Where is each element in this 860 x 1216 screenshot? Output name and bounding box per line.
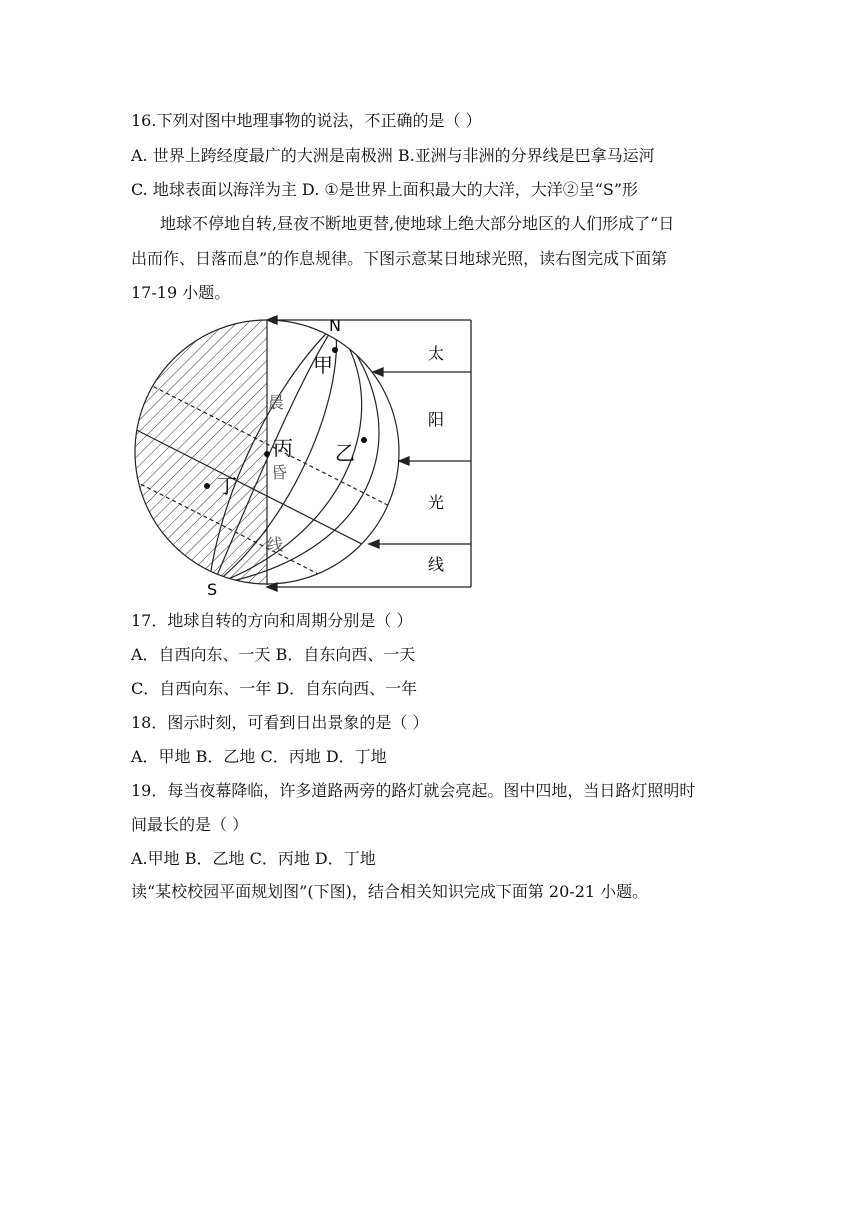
- place-ding-label: 丁: [217, 474, 237, 498]
- q19-stem-2: 间最长的是（ ）: [131, 815, 249, 834]
- q18-stem: 18．图示时刻，可看到日出景象的是（ ）: [131, 713, 429, 732]
- point-yi: [361, 437, 367, 443]
- outro-line: 读“某校校园平面规划图”(下图)，结合相关知识完成下面第 20-21 小题。: [131, 882, 649, 901]
- point-bing: [264, 451, 270, 457]
- intro-line-1: 地球不停地自转,昼夜不断地更替,使地球上绝大部分地区的人们形成了“日: [160, 214, 675, 233]
- place-bing-label: 丙: [273, 436, 293, 460]
- sunlight-label-1: 太: [428, 344, 445, 363]
- south-label: S: [207, 580, 218, 599]
- q18-options: A．甲地 B．乙地 C．丙地 D．丁地: [131, 747, 387, 766]
- q17-stem: 17．地球自转的方向和周期分别是（ ）: [131, 611, 413, 630]
- earth-illumination-diagram: [131, 315, 476, 600]
- place-yi-label: 乙: [335, 441, 355, 465]
- terminator-xian-label: 线: [267, 535, 284, 554]
- sunlight-label-2: 阳: [428, 410, 445, 429]
- q19-options: A.甲地 B．乙地 C．丙地 D．丁地: [131, 849, 376, 868]
- point-ding: [204, 483, 210, 489]
- q16-options-ab: A. 世界上跨经度最广的大洲是南极洲 B.亚洲与非洲的分界线是巴拿马运河: [131, 146, 655, 165]
- q17-options-cd: C．自西向东、一年 D．自东向西、一年: [131, 679, 418, 698]
- north-label: N: [329, 316, 341, 335]
- sunlight-label-4: 线: [428, 555, 445, 574]
- terminator-hun-label: 昏: [271, 463, 288, 482]
- terminator-chen-label: 晨: [268, 393, 285, 412]
- q17-options-ab: A．自西向东、一天 B．自东向西、一天: [131, 645, 416, 664]
- place-jia-label: 甲: [313, 353, 333, 377]
- q16-options-cd: C. 地球表面以海洋为主 D. ①是世界上面积最大的大洋，大洋②呈“S”形: [131, 180, 639, 199]
- q19-stem-1: 19．每当夜幕降临，许多道路两旁的路灯就会亮起。图中四地，当日路灯照明时: [131, 781, 696, 800]
- intro-line-3: 17-19 小题。: [131, 283, 231, 302]
- q16-stem: 16.下列对图中地理事物的说法，不正确的是（ ）: [131, 111, 482, 130]
- earth-illumination-figure: [131, 315, 476, 600]
- sunlight-label-3: 光: [428, 493, 445, 512]
- intro-line-2: 出而作、日落而息”的作息规律。下图示意某日地球光照，读右图完成下面第: [131, 249, 668, 268]
